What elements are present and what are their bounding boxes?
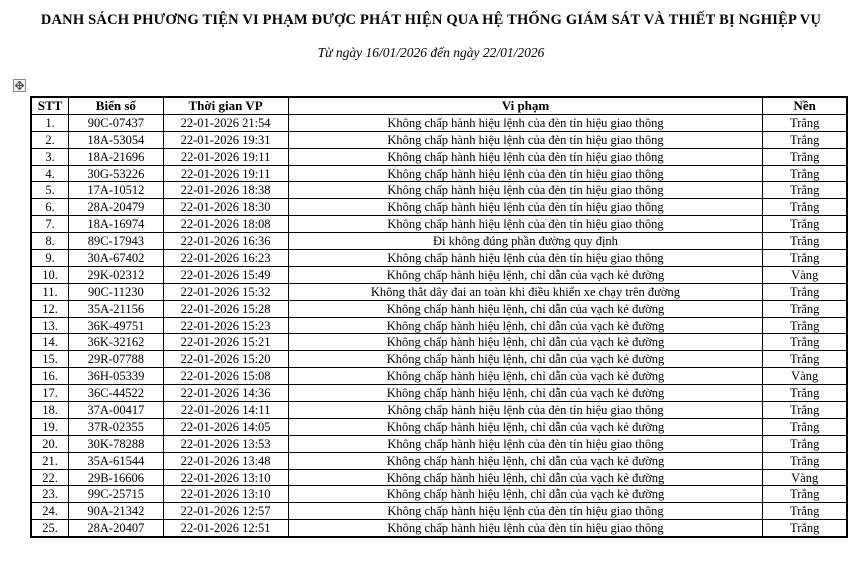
violation-time-cell: 22-01-2026 13:10 xyxy=(163,469,288,486)
row-index-cell: 19. xyxy=(31,418,69,435)
row-index-cell: 15. xyxy=(31,351,69,368)
violation-time-cell: 22-01-2026 15:49 xyxy=(163,266,288,283)
plate-background-cell: Trắng xyxy=(763,131,847,148)
plate-background-cell: Trắng xyxy=(763,182,847,199)
violation-description-cell: Không chấp hành hiệu lệnh của đèn tín hiệu giao thông xyxy=(288,148,763,165)
plate-number-cell: 37R-02355 xyxy=(69,418,164,435)
plate-number-cell: 99C-25715 xyxy=(69,486,164,503)
table-row xyxy=(31,114,847,131)
violation-time-cell: 22-01-2026 14:11 xyxy=(163,402,288,419)
table-row xyxy=(31,182,847,199)
violation-time-cell: 22-01-2026 19:11 xyxy=(163,148,288,165)
plate-background-cell: Trắng xyxy=(763,503,847,520)
plate-background-cell: Trắng xyxy=(763,283,847,300)
plate-number-cell: 30G-53226 xyxy=(69,165,164,182)
plate-background-cell: Vàng xyxy=(763,266,847,283)
row-index-cell: 1. xyxy=(31,114,69,131)
violation-description-cell: Không chấp hành hiệu lệnh, chỉ dẫn của vạch kẻ đường xyxy=(288,385,763,402)
violation-time-cell: 22-01-2026 14:36 xyxy=(163,385,288,402)
violations-table-body xyxy=(31,114,847,537)
row-index-cell: 24. xyxy=(31,503,69,520)
plate-number-cell: 18A-21696 xyxy=(69,148,164,165)
row-index-cell: 22. xyxy=(31,469,69,486)
row-index-cell: 25. xyxy=(31,520,69,537)
violation-description-cell: Không thắt dây đai an toàn khi điều khiển xe chạy trên đường xyxy=(288,283,763,300)
violation-description-cell: Không chấp hành hiệu lệnh của đèn tín hiệu giao thông xyxy=(288,165,763,182)
violation-time-cell: 22-01-2026 15:28 xyxy=(163,300,288,317)
table-row xyxy=(31,266,847,283)
date-range-subtitle: Từ ngày 16/01/2026 đến ngày 22/01/2026 xyxy=(317,44,545,60)
table-row xyxy=(31,385,847,402)
table-row xyxy=(31,148,847,165)
column-header-stt: STT xyxy=(31,97,69,114)
plate-number-cell: 90C-11230 xyxy=(69,283,164,300)
violations-table xyxy=(30,96,848,538)
table-row xyxy=(31,503,847,520)
row-index-cell: 2. xyxy=(31,131,69,148)
plate-number-cell: 89C-17943 xyxy=(69,233,164,250)
violation-description-cell: Không chấp hành hiệu lệnh của đèn tín hiệu giao thông xyxy=(288,520,763,537)
table-row xyxy=(31,317,847,334)
row-index-cell: 23. xyxy=(31,486,69,503)
violations-table-header xyxy=(31,97,847,114)
plate-number-cell: 35A-21156 xyxy=(69,300,164,317)
row-index-cell: 18. xyxy=(31,402,69,419)
violation-description-cell: Không chấp hành hiệu lệnh, chỉ dẫn của vạch kẻ đường xyxy=(288,486,763,503)
table-row xyxy=(31,368,847,385)
header-row xyxy=(31,97,847,114)
plate-number-cell: 36K-32162 xyxy=(69,334,164,351)
plate-background-cell: Trắng xyxy=(763,452,847,469)
violation-time-cell: 22-01-2026 15:08 xyxy=(163,368,288,385)
plate-number-cell: 37A-00417 xyxy=(69,402,164,419)
table-row xyxy=(31,283,847,300)
table-row xyxy=(31,334,847,351)
plate-background-cell: Trắng xyxy=(763,216,847,233)
violation-description-cell: Không chấp hành hiệu lệnh, chỉ dẫn của vạch kẻ đường xyxy=(288,266,763,283)
violation-time-cell: 22-01-2026 15:21 xyxy=(163,334,288,351)
plate-number-cell: 29K-02312 xyxy=(69,266,164,283)
plate-background-cell: Trắng xyxy=(763,148,847,165)
plate-number-cell: 28A-20407 xyxy=(69,520,164,537)
violation-time-cell: 22-01-2026 18:30 xyxy=(163,199,288,216)
plate-background-cell: Vàng xyxy=(763,469,847,486)
violation-description-cell: Không chấp hành hiệu lệnh của đèn tín hiệu giao thông xyxy=(288,114,763,131)
table-row xyxy=(31,351,847,368)
plate-background-cell: Trắng xyxy=(763,402,847,419)
violation-description-cell: Đi không đúng phần đường quy định xyxy=(288,233,763,250)
row-index-cell: 6. xyxy=(31,199,69,216)
row-index-cell: 9. xyxy=(31,250,69,267)
plate-number-cell: 36K-49751 xyxy=(69,317,164,334)
column-header-time: Thời gian VP xyxy=(163,97,288,114)
row-index-cell: 20. xyxy=(31,435,69,452)
plate-background-cell: Trắng xyxy=(763,435,847,452)
table-row xyxy=(31,435,847,452)
violation-time-cell: 22-01-2026 15:32 xyxy=(163,283,288,300)
row-index-cell: 10. xyxy=(31,266,69,283)
plate-background-cell: Trắng xyxy=(763,385,847,402)
violation-description-cell: Không chấp hành hiệu lệnh, chỉ dẫn của vạch kẻ đường xyxy=(288,469,763,486)
violation-time-cell: 22-01-2026 19:31 xyxy=(163,131,288,148)
row-index-cell: 3. xyxy=(31,148,69,165)
plate-number-cell: 35A-61544 xyxy=(69,452,164,469)
violation-time-cell: 22-01-2026 19:11 xyxy=(163,165,288,182)
row-index-cell: 8. xyxy=(31,233,69,250)
plate-number-cell: 36H-05339 xyxy=(69,368,164,385)
plate-background-cell: Trắng xyxy=(763,334,847,351)
violation-time-cell: 22-01-2026 12:51 xyxy=(163,520,288,537)
row-index-cell: 17. xyxy=(31,385,69,402)
plate-background-cell: Vàng xyxy=(763,368,847,385)
violation-description-cell: Không chấp hành hiệu lệnh của đèn tín hiệu giao thông xyxy=(288,199,763,216)
table-move-handle-icon[interactable] xyxy=(13,79,26,92)
plate-background-cell: Trắng xyxy=(763,114,847,131)
plate-number-cell: 29B-16606 xyxy=(69,469,164,486)
violation-time-cell: 22-01-2026 21:54 xyxy=(163,114,288,131)
table-row xyxy=(31,199,847,216)
plate-background-cell: Trắng xyxy=(763,250,847,267)
table-row xyxy=(31,300,847,317)
plate-number-cell: 30K-78288 xyxy=(69,435,164,452)
violation-description-cell: Không chấp hành hiệu lệnh của đèn tín hiệu giao thông xyxy=(288,402,763,419)
table-row xyxy=(31,233,847,250)
column-header-plate: Biển số xyxy=(69,97,164,114)
violation-description-cell: Không chấp hành hiệu lệnh, chỉ dẫn của vạch kẻ đường xyxy=(288,351,763,368)
plate-background-cell: Trắng xyxy=(763,300,847,317)
violation-time-cell: 22-01-2026 13:48 xyxy=(163,452,288,469)
column-header-nen: Nền xyxy=(763,97,847,114)
table-row xyxy=(31,402,847,419)
plate-background-cell: Trắng xyxy=(763,317,847,334)
violation-time-cell: 22-01-2026 13:10 xyxy=(163,486,288,503)
table-row xyxy=(31,520,847,537)
plate-number-cell: 18A-53054 xyxy=(69,131,164,148)
plate-number-cell: 18A-16974 xyxy=(69,216,164,233)
row-index-cell: 5. xyxy=(31,182,69,199)
violation-time-cell: 22-01-2026 15:23 xyxy=(163,317,288,334)
violation-description-cell: Không chấp hành hiệu lệnh, chỉ dẫn của vạch kẻ đường xyxy=(288,418,763,435)
row-index-cell: 12. xyxy=(31,300,69,317)
table-row xyxy=(31,131,847,148)
four-way-arrow-icon xyxy=(15,81,24,90)
violation-time-cell: 22-01-2026 15:20 xyxy=(163,351,288,368)
plate-number-cell: 30A-67402 xyxy=(69,250,164,267)
plate-background-cell: Trắng xyxy=(763,233,847,250)
plate-number-cell: 28A-20479 xyxy=(69,199,164,216)
plate-background-cell: Trắng xyxy=(763,486,847,503)
violation-time-cell: 22-01-2026 18:08 xyxy=(163,216,288,233)
plate-background-cell: Trắng xyxy=(763,199,847,216)
plate-number-cell: 29R-07788 xyxy=(69,351,164,368)
column-header-violation: Vi phạm xyxy=(288,97,763,114)
violation-description-cell: Không chấp hành hiệu lệnh, chỉ dẫn của vạch kẻ đường xyxy=(288,452,763,469)
plate-number-cell: 17A-10512 xyxy=(69,182,164,199)
violation-description-cell: Không chấp hành hiệu lệnh, chỉ dẫn của vạch kẻ đường xyxy=(288,368,763,385)
plate-background-cell: Trắng xyxy=(763,165,847,182)
violation-description-cell: Không chấp hành hiệu lệnh, chỉ dẫn của vạch kẻ đường xyxy=(288,334,763,351)
page-title: DANH SÁCH PHƯƠNG TIỆN VI PHẠM ĐƯỢC PHÁT HIỆN QUA HỆ THỐNG GIÁM SÁT VÀ THIẾT BỊ NGHIỆP VỤ xyxy=(40,12,822,28)
violation-description-cell: Không chấp hành hiệu lệnh của đèn tín hiệu giao thông xyxy=(288,216,763,233)
row-index-cell: 14. xyxy=(31,334,69,351)
violation-description-cell: Không chấp hành hiệu lệnh của đèn tín hiệu giao thông xyxy=(288,503,763,520)
violation-description-cell: Không chấp hành hiệu lệnh, chỉ dẫn của vạch kẻ đường xyxy=(288,300,763,317)
plate-background-cell: Trắng xyxy=(763,520,847,537)
violation-description-cell: Không chấp hành hiệu lệnh của đèn tín hiệu giao thông xyxy=(288,131,763,148)
row-index-cell: 21. xyxy=(31,452,69,469)
table-row xyxy=(31,165,847,182)
violation-time-cell: 22-01-2026 13:53 xyxy=(163,435,288,452)
row-index-cell: 11. xyxy=(31,283,69,300)
table-row xyxy=(31,418,847,435)
row-index-cell: 13. xyxy=(31,317,69,334)
table-row xyxy=(31,469,847,486)
violation-time-cell: 22-01-2026 12:57 xyxy=(163,503,288,520)
table-row xyxy=(31,216,847,233)
violation-description-cell: Không chấp hành hiệu lệnh của đèn tín hiệu giao thông xyxy=(288,250,763,267)
table-row xyxy=(31,250,847,267)
plate-number-cell: 36C-44522 xyxy=(69,385,164,402)
plate-number-cell: 90C-07437 xyxy=(69,114,164,131)
plate-background-cell: Trắng xyxy=(763,351,847,368)
table-row xyxy=(31,486,847,503)
row-index-cell: 4. xyxy=(31,165,69,182)
violation-time-cell: 22-01-2026 14:05 xyxy=(163,418,288,435)
row-index-cell: 7. xyxy=(31,216,69,233)
row-index-cell: 16. xyxy=(31,368,69,385)
plate-number-cell: 90A-21342 xyxy=(69,503,164,520)
violation-description-cell: Không chấp hành hiệu lệnh của đèn tín hiệu giao thông xyxy=(288,182,763,199)
violation-time-cell: 22-01-2026 18:38 xyxy=(163,182,288,199)
violation-description-cell: Không chấp hành hiệu lệnh của đèn tín hiệu giao thông xyxy=(288,435,763,452)
violation-description-cell: Không chấp hành hiệu lệnh, chỉ dẫn của vạch kẻ đường xyxy=(288,317,763,334)
violation-time-cell: 22-01-2026 16:23 xyxy=(163,250,288,267)
violation-time-cell: 22-01-2026 16:36 xyxy=(163,233,288,250)
plate-background-cell: Trắng xyxy=(763,418,847,435)
table-row xyxy=(31,452,847,469)
